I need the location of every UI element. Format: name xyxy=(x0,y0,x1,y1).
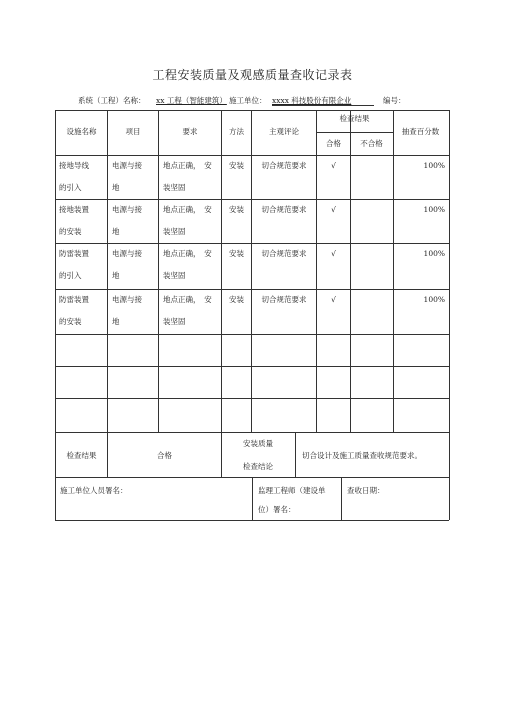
header-method: 方法 xyxy=(229,127,244,136)
document-number-label: 编号： xyxy=(383,96,406,105)
acceptance-date-label: 查收日期： xyxy=(347,486,385,495)
contractor-signature-label: 施工单位人员署名： xyxy=(60,486,128,495)
row-device: 的安装 xyxy=(59,317,82,326)
row-percent: 100% xyxy=(423,249,445,258)
row-item: 地 xyxy=(112,183,120,192)
check-result-label: 检查结果 xyxy=(66,451,97,460)
row-item: 电源与接 xyxy=(112,249,142,258)
row-item: 电源与接 xyxy=(112,295,142,304)
header-percent: 抽查百分数 xyxy=(401,127,440,136)
table-rule xyxy=(55,477,56,520)
row-item: 地 xyxy=(112,317,120,326)
row-evaluation: 切合规范要求 xyxy=(261,249,307,258)
row-evaluation: 切合规范要求 xyxy=(261,205,307,214)
quality-label-line1: 安装质量 xyxy=(243,439,273,448)
row-pass-mark: √ xyxy=(331,249,336,258)
row-percent: 100% xyxy=(423,205,445,214)
table-rule xyxy=(252,477,253,520)
quality-label-line2: 检查结论 xyxy=(243,462,273,471)
table-rule xyxy=(221,110,222,432)
row-device: 的引入 xyxy=(59,271,82,280)
row-method: 安装 xyxy=(229,249,244,258)
header-fail: 不合格 xyxy=(360,139,383,148)
row-device: 防雷装置 xyxy=(59,249,89,258)
row-requirement: 地点正确， 安 xyxy=(163,161,212,170)
row-device: 的安装 xyxy=(59,227,82,236)
table-rule xyxy=(55,366,449,367)
header-evaluation: 主观评论 xyxy=(269,127,299,136)
header-pass: 合格 xyxy=(326,139,341,148)
row-device: 接地导线 xyxy=(59,161,89,170)
row-method: 安装 xyxy=(229,205,244,214)
supervisor-signature-label-line2: 位）署名： xyxy=(258,505,296,514)
table-rule xyxy=(449,477,450,520)
table-rule xyxy=(55,110,56,432)
table-rule xyxy=(55,155,449,156)
table-rule xyxy=(449,110,450,432)
row-item: 电源与接 xyxy=(112,205,142,214)
table-rule xyxy=(55,520,449,521)
row-item: 地 xyxy=(112,227,120,236)
row-percent: 100% xyxy=(423,161,445,170)
construction-unit-label: 施工单位： xyxy=(229,96,267,105)
table-rule xyxy=(55,243,449,244)
row-method: 安装 xyxy=(229,161,244,170)
table-rule xyxy=(251,110,252,432)
row-item: 地 xyxy=(112,271,120,280)
row-percent: 100% xyxy=(423,295,445,304)
system-name-label: 系统（工程）名称： xyxy=(78,96,146,105)
quality-conclusion: 切合设计及施工质量查收规范要求。 xyxy=(302,451,422,460)
table-rule xyxy=(158,110,159,432)
row-device: 防雷装置 xyxy=(59,295,89,304)
header-item: 项目 xyxy=(125,127,141,136)
table-rule xyxy=(55,110,449,111)
table-rule xyxy=(316,110,317,432)
document-title: 工程安装质量及观感质量查收记录表 xyxy=(152,68,353,82)
row-requirement: 装坚固 xyxy=(163,317,186,326)
row-requirement: 装坚固 xyxy=(163,227,186,236)
table-rule xyxy=(55,199,449,200)
row-requirement: 地点正确， 安 xyxy=(163,249,212,258)
row-requirement: 装坚固 xyxy=(163,183,186,192)
header-result-group: 检查结果 xyxy=(339,114,370,123)
row-pass-mark: √ xyxy=(331,161,336,170)
row-device: 的引入 xyxy=(59,183,82,192)
check-result-value: 合格 xyxy=(157,451,172,460)
table-rule xyxy=(55,289,449,290)
row-requirement: 地点正确， 安 xyxy=(163,205,212,214)
row-device: 接地装置 xyxy=(59,205,89,214)
row-item: 电源与接 xyxy=(112,161,142,170)
supervisor-signature-label-line1: 监理工程师（建设单 xyxy=(258,486,326,495)
row-evaluation: 切合规范要求 xyxy=(261,161,307,170)
table-rule xyxy=(55,398,449,399)
row-evaluation: 切合规范要求 xyxy=(261,295,307,304)
table-rule xyxy=(55,432,449,433)
table-rule xyxy=(295,432,296,477)
header-requirement: 要求 xyxy=(182,127,198,136)
table-rule xyxy=(350,110,351,432)
table-rule xyxy=(316,132,393,133)
construction-unit-value: xxxx 科技股份有限企业 xyxy=(272,95,374,106)
header-device: 设施名称 xyxy=(66,127,97,136)
row-pass-mark: √ xyxy=(331,295,336,304)
row-pass-mark: √ xyxy=(331,205,336,214)
row-requirement: 地点正确， 安 xyxy=(163,295,212,304)
system-name-value: xx 工程（智能建筑） xyxy=(156,96,227,105)
table-rule xyxy=(55,334,449,335)
table-rule xyxy=(341,477,342,520)
table-rule xyxy=(107,110,108,432)
row-requirement: 装坚固 xyxy=(163,271,186,280)
table-rule xyxy=(393,110,394,432)
table-rule xyxy=(449,432,450,477)
row-method: 安装 xyxy=(229,295,244,304)
